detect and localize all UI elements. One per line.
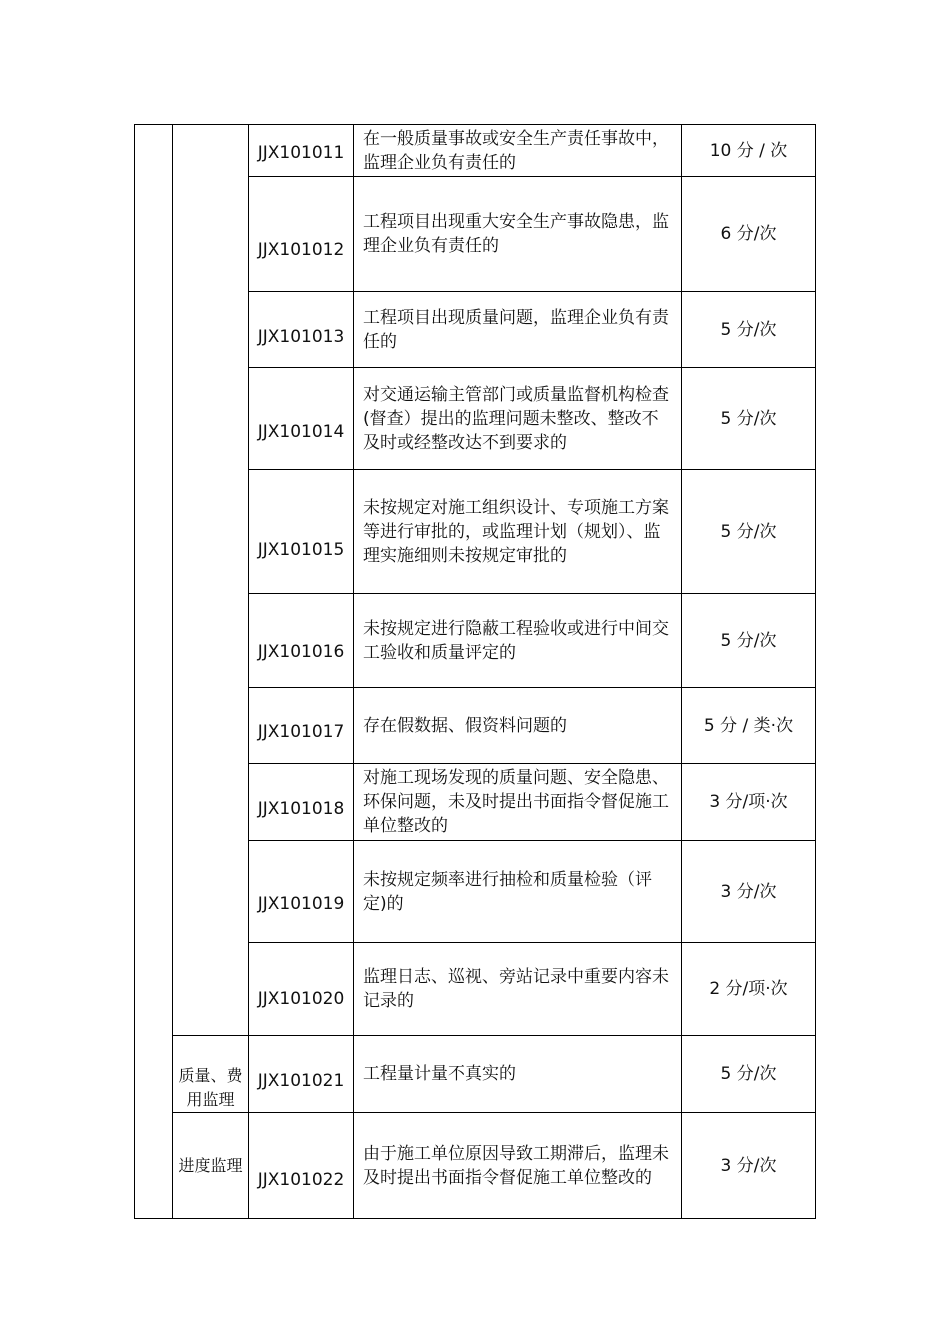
item-code: JJX101021	[257, 1071, 345, 1091]
item-description: 对交通运输主管部门或质量监督机构检查(督查）提出的监理问题未整改、整改不及时或经整改达不到要求的	[363, 384, 669, 453]
item-description: 监理日志、巡视、旁站记录中重要内容未记录的	[363, 967, 669, 1011]
item-score: 2 分/项·次	[682, 943, 816, 1036]
item-code: JJX101016	[257, 641, 345, 662]
item-score: 5 分/次	[682, 470, 816, 594]
item-description: 工程项目出现重大安全生产事故隐患，监理企业负有责任的	[363, 212, 669, 256]
category-quality-cost: 质量、费用监理	[178, 1066, 243, 1109]
item-code: JJX101017	[257, 721, 345, 742]
item-code: JJX101013	[257, 326, 345, 347]
item-description: 由于施工单位原因导致工期滞后，监理未及时提出书面指令督促施工单位整改的	[363, 1143, 669, 1188]
penalty-table	[134, 124, 816, 1219]
item-code: JJX101011	[257, 142, 345, 163]
table-row	[135, 1036, 816, 1113]
item-score: 3 分/次	[682, 1113, 816, 1219]
item-code: JJX101018	[257, 798, 345, 819]
item-score: 5 分/次	[682, 1036, 816, 1113]
item-description: 未按规定对施工组织设计、专项施工方案等进行审批的，或监理计划（规划）、监理实施细则未按规定审批的	[363, 497, 669, 566]
item-score: 5 分/次	[682, 368, 816, 470]
empty-category-cell	[135, 125, 173, 1219]
continued-category-cell	[173, 125, 249, 1036]
item-description: 未按规定进行隐蔽工程验收或进行中间交工验收和质量评定的	[363, 618, 669, 663]
item-code: JJX101022	[257, 1169, 345, 1190]
item-code: JJX101020	[257, 989, 345, 1009]
item-description: 在一般质量事故或安全生产责任事故中，监理企业负有责任的	[363, 128, 669, 173]
item-score: 5 分 / 类·次	[682, 688, 816, 764]
table-row	[135, 125, 816, 177]
item-score: 10 分 / 次	[682, 125, 816, 177]
item-score: 3 分/次	[682, 841, 816, 943]
item-description: 工程项目出现质量问题，监理企业负有责任的	[363, 307, 669, 352]
item-code: JJX101015	[257, 540, 345, 560]
category-schedule: 进度监理	[178, 1155, 243, 1175]
item-score: 3 分/项·次	[682, 764, 816, 841]
item-score: 6 分/次	[682, 177, 816, 292]
item-description: 存在假数据、假资料问题的	[363, 715, 567, 736]
item-code: JJX101014	[257, 421, 345, 442]
item-description: 工程量计量不真实的	[363, 1064, 516, 1084]
item-code: JJX101019	[257, 894, 345, 914]
item-description: 对施工现场发现的质量问题、安全隐患、环保问题，未及时提出书面指令督促施工单位整改的	[363, 768, 669, 836]
item-code: JJX101012	[257, 240, 345, 260]
item-description: 未按规定频率进行抽检和质量检验（评定)的	[363, 869, 652, 914]
item-score: 5 分/次	[682, 594, 816, 688]
table-row	[135, 1113, 816, 1219]
item-score: 5 分/次	[682, 292, 816, 368]
